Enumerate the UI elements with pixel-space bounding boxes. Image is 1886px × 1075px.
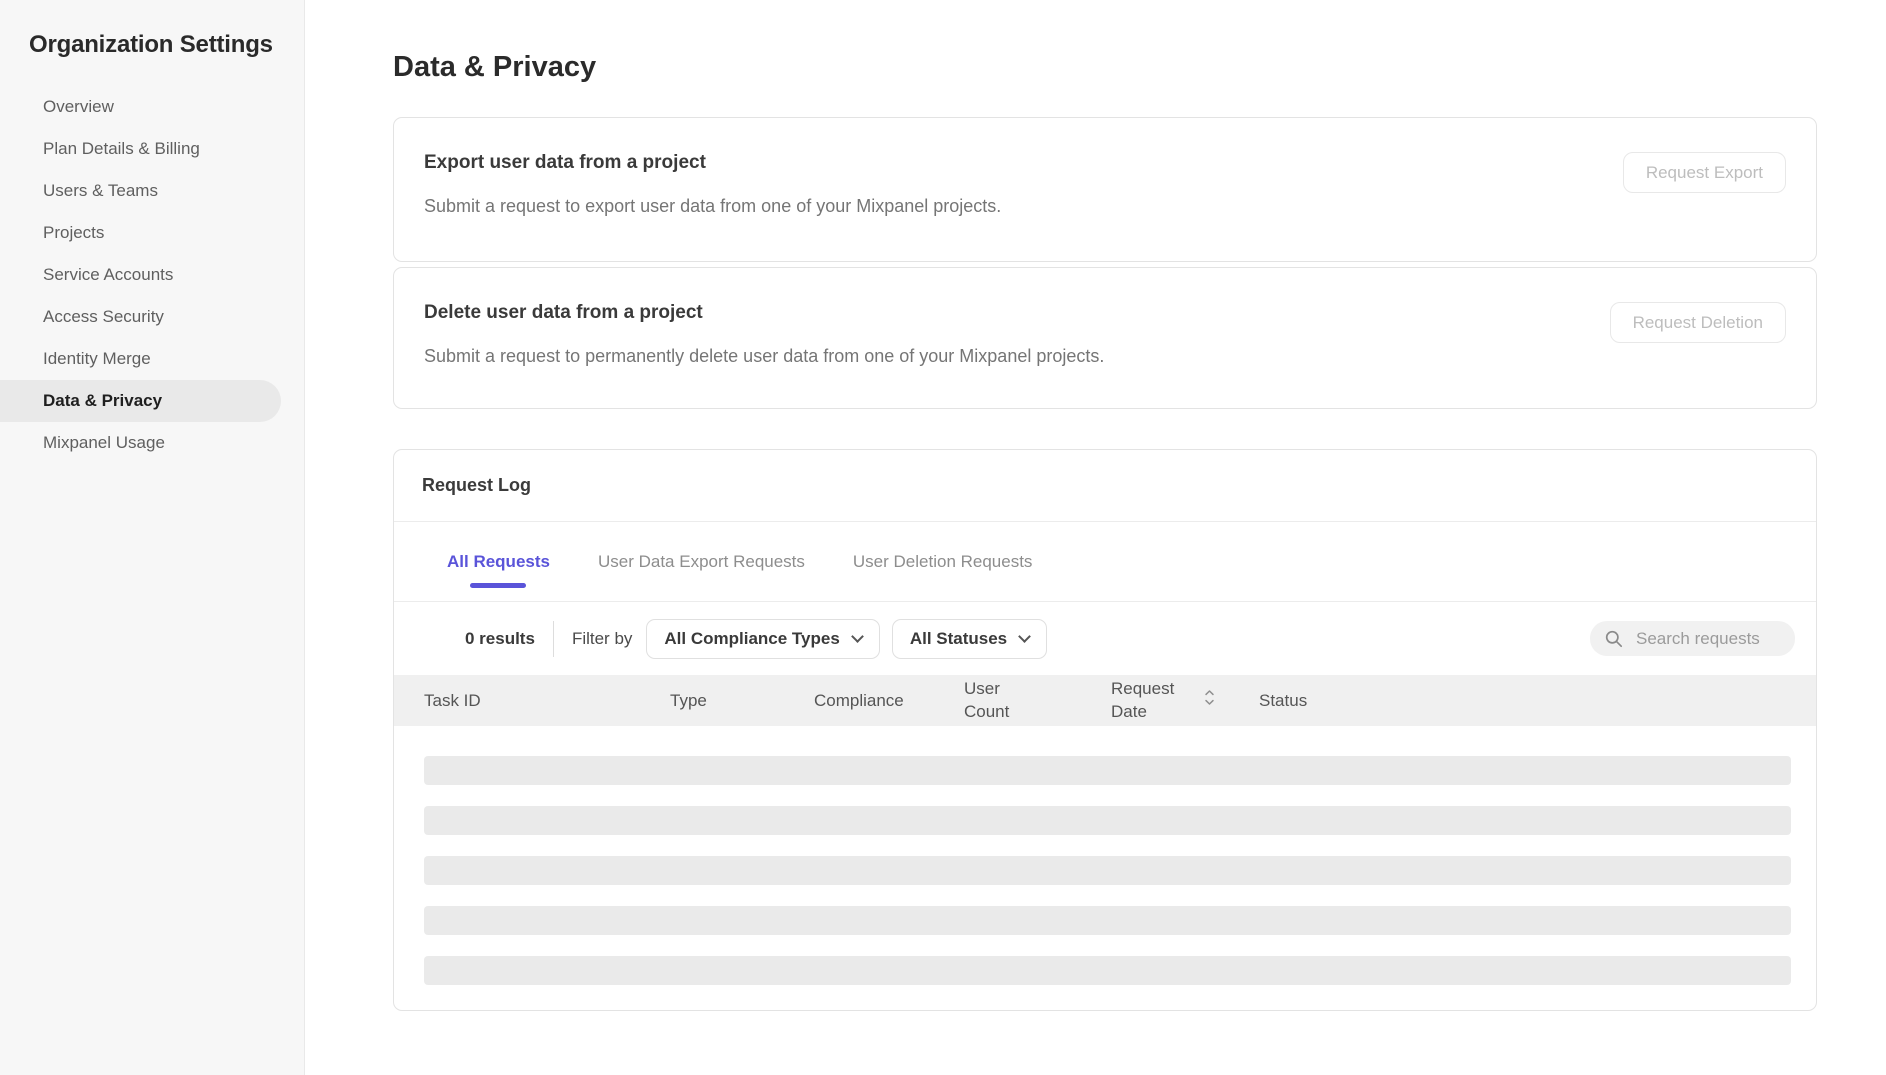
search-requests-box[interactable]: [1590, 621, 1795, 656]
sidebar-item-label: Overview: [43, 97, 114, 116]
statuses-dropdown[interactable]: [892, 619, 1047, 659]
skeleton-row: [424, 956, 1791, 985]
sidebar-item-label: Service Accounts: [43, 265, 174, 284]
sidebar-item-label: Identity Merge: [43, 349, 151, 368]
compliance-types-dropdown[interactable]: [646, 619, 879, 659]
skeleton-row: [424, 906, 1791, 935]
search-requests-input[interactable]: [1634, 628, 1781, 650]
export-card-description: Submit a request to export user data from one of your Mixpanel projects.: [424, 196, 1002, 216]
column-header-status: Status: [1259, 690, 1308, 710]
sidebar-item-plan-details-billing[interactable]: [0, 128, 304, 170]
sidebar-item-projects[interactable]: [0, 212, 304, 254]
sidebar-item-label: Mixpanel Usage: [43, 433, 165, 452]
vertical-divider: [553, 621, 554, 657]
sort-icon[interactable]: [1204, 689, 1215, 712]
delete-user-data-card: [393, 267, 1817, 409]
sidebar-item-identity-merge[interactable]: [0, 338, 304, 380]
sidebar-item-access-security[interactable]: [0, 296, 304, 338]
request-log-title: Request Log: [422, 475, 532, 495]
column-header-type: Type: [670, 690, 707, 710]
tab-label: User Deletion Requests: [852, 551, 1033, 571]
sidebar-item-label: Plan Details & Billing: [43, 139, 200, 158]
active-tab-underline: [470, 583, 526, 588]
chevron-down-icon: [851, 630, 864, 643]
sidebar-item-label: Access Security: [43, 307, 164, 326]
sidebar-item-label: Projects: [43, 223, 105, 242]
export-user-data-card: [393, 117, 1817, 262]
request-export-button[interactable]: Request Export: [1623, 152, 1786, 193]
delete-card-title: Delete user data from a project: [424, 302, 703, 323]
sidebar-item-service-accounts[interactable]: [0, 254, 304, 296]
column-header-request-date: Request Date: [1111, 678, 1259, 722]
main-content: [305, 0, 1886, 1075]
skeleton-row: [424, 756, 1791, 785]
column-header-compliance: Compliance: [814, 690, 904, 710]
request-table-body: [394, 726, 1816, 985]
column-header-user-count: User Count: [964, 679, 1010, 721]
statuses-dropdown-value: All Statuses: [909, 628, 1008, 648]
export-card-title: Export user data from a project: [424, 152, 706, 173]
search-icon: [1604, 629, 1624, 649]
sidebar-title: Organization Settings: [29, 31, 273, 58]
request-log-header: [394, 450, 1816, 522]
tab-label: All Requests: [447, 551, 550, 571]
tab-label: User Data Export Requests: [597, 551, 805, 571]
compliance-types-dropdown-value: All Compliance Types: [664, 628, 840, 648]
skeleton-row: [424, 806, 1791, 835]
delete-card-description: Submit a request to permanently delete user data from one of your Mixpanel projects.: [424, 346, 1105, 366]
request-table-header: [394, 675, 1816, 726]
sidebar-item-users-teams[interactable]: [0, 170, 304, 212]
request-deletion-button[interactable]: Request Deletion: [1610, 302, 1786, 343]
tab-user-deletion-requests[interactable]: [853, 522, 1033, 601]
tab-user-data-export-requests[interactable]: [598, 522, 805, 601]
sidebar-item-overview[interactable]: [0, 86, 304, 128]
filter-row: [394, 602, 1816, 675]
organization-settings-sidebar: [0, 0, 305, 1075]
sidebar-nav: [0, 86, 304, 464]
results-count: 0 results: [465, 628, 535, 648]
chevron-down-icon: [1018, 630, 1031, 643]
request-log-card: [393, 449, 1817, 1011]
sidebar-item-label: Users & Teams: [43, 181, 158, 200]
page-title: Data & Privacy: [393, 51, 597, 83]
tab-all-requests[interactable]: [447, 522, 550, 601]
sidebar-item-label: Data & Privacy: [43, 391, 163, 410]
sidebar-item-mixpanel-usage[interactable]: [0, 422, 304, 464]
request-log-tabs: [394, 522, 1816, 602]
column-header-task-id: Task ID: [424, 690, 481, 710]
sidebar-item-data-privacy[interactable]: [0, 380, 281, 422]
skeleton-row: [424, 856, 1791, 885]
filter-by-label: Filter by: [571, 628, 633, 648]
